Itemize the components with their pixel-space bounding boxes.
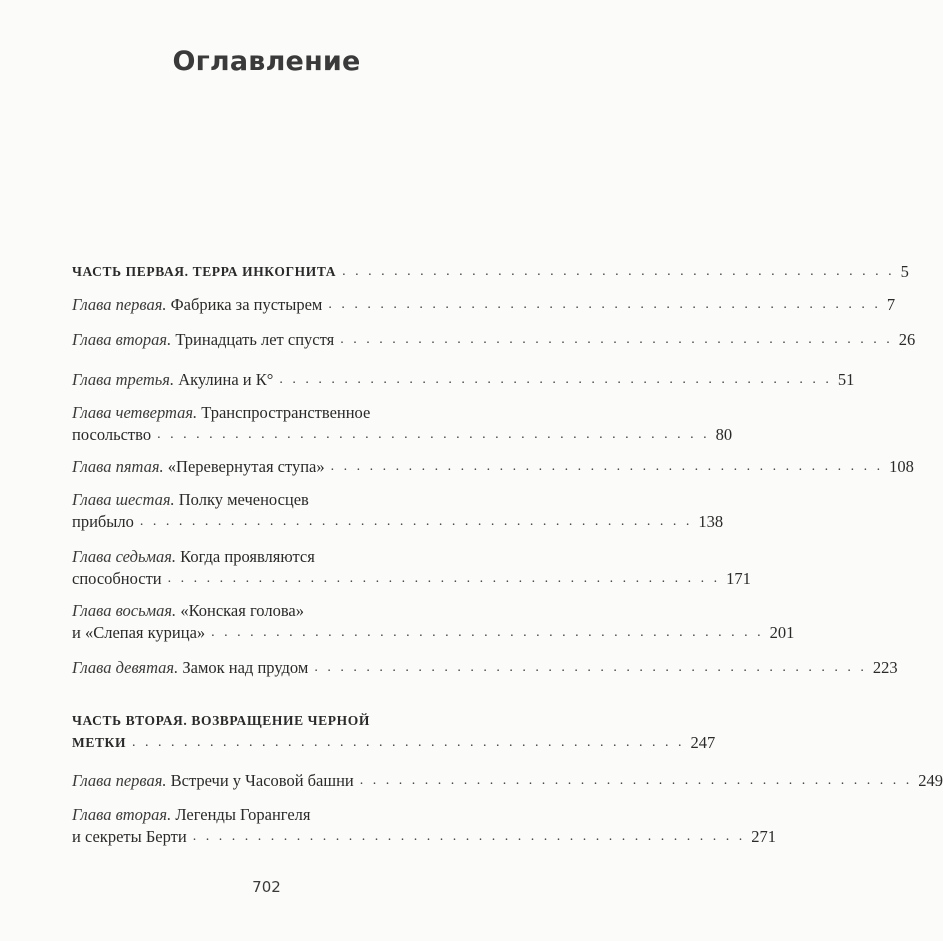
chapter-title: «Конская голова» (180, 601, 304, 620)
chapter-label: Глава четвертая. (72, 403, 198, 422)
chapter-label: Глава седьмая. (72, 547, 177, 566)
page-title: Оглавление (172, 46, 361, 77)
toc-part-1 (72, 261, 909, 283)
chapter-title-continued: и секреты Берти (72, 827, 187, 846)
toc-chapter (72, 456, 914, 478)
page-number: 26 (898, 330, 916, 349)
chapter-title: Замок над прудом (182, 658, 309, 677)
toc-chapter (72, 369, 855, 391)
footer-page-number: 702 (252, 878, 281, 896)
toc-chapter (72, 546, 751, 590)
chapter-title-continued: и «Слепая курица» (72, 623, 206, 642)
dot-leader: . . . . . . . . . . . . . . . . . . . . . . . . . . . . . . . . . . . . . . . . . . . (330, 459, 884, 474)
chapter-title: Акулина и К° (178, 370, 274, 389)
toc-chapter (72, 804, 776, 848)
toc-chapter (72, 402, 733, 446)
chapter-label: Глава вторая. (72, 330, 172, 349)
chapter-title-continued: прибыло (72, 512, 134, 531)
dot-leader: . . . . . . . . . . . . . . . . . . . . . . . . . . . . . . . . . . . . . . . . . . . (279, 372, 832, 387)
dot-leader: . . . . . . . . . . . . . . . . . . . . . . . . . . . . . . . . . . . . . . . . . . . (328, 297, 881, 312)
page-number: 7 (886, 295, 896, 314)
page-number: 138 (698, 512, 724, 531)
chapter-label: Глава третья. (72, 370, 175, 389)
chapter-label: Глава восьмая. (72, 601, 177, 620)
page-number: 108 (889, 457, 914, 476)
chapter-title: Тринадцать лет спустя (175, 330, 335, 349)
chapter-label: Глава пятая. (72, 457, 164, 476)
chapter-title-continued: посольство (72, 425, 152, 444)
page-number: 247 (690, 733, 716, 752)
chapter-label: Глава вторая. (72, 805, 172, 824)
chapter-title: Встречи у Часовой башни (170, 771, 354, 790)
page-number: 5 (900, 262, 909, 281)
chapter-title: Легенды Горангеля (175, 805, 311, 824)
part-title: ЧАСТЬ ВТОРАЯ. ВОЗВРАЩЕНИЕ ЧЕРНОЙ (72, 713, 370, 728)
toc-chapter (72, 657, 898, 679)
page-number: 271 (751, 827, 776, 846)
page-number: 51 (837, 370, 855, 389)
chapter-title-continued: способности (72, 569, 162, 588)
page-number: 249 (918, 771, 943, 790)
toc-part-2 (72, 710, 716, 754)
chapter-title: Фабрика за пустырем (170, 295, 323, 314)
toc-chapter (72, 600, 795, 644)
dot-leader: . . . . . . . . . . . . . . . . . . . . . . . . . . . . . . . . . . . . . . . . . . . (157, 427, 710, 442)
dot-leader: . . . . . . . . . . . . . . . . . . . . . . . . . . . . . . . . . . . . . . . . . . . (359, 773, 913, 788)
toc-chapter (72, 329, 916, 351)
dot-leader: . . . . . . . . . . . . . . . . . . . . . . . . . . . . . . . . . . . . . . . . . . . (211, 625, 764, 640)
dot-leader: . . . . . . . . . . . . . . . . . . . . . . . . . . . . . . . . . . . . . . . . . . . (192, 829, 746, 844)
dot-leader: . . . . . . . . . . . . . . . . . . . . . . . . . . . . . . . . . . . . . . . . . . . (314, 660, 867, 675)
chapter-title: Транспространственное (201, 403, 371, 422)
chapter-label: Глава первая. (72, 771, 167, 790)
page-number: 223 (872, 658, 898, 677)
dot-leader: . . . . . . . . . . . . . . . . . . . . . . . . . . . . . . . . . . . . . . . . . . . (167, 571, 721, 586)
page-number: 171 (726, 569, 751, 588)
toc-chapter (72, 294, 896, 316)
chapter-title: Полку меченосцев (178, 490, 309, 509)
page-number: 201 (769, 623, 795, 642)
part-title-continued: МЕТКИ (72, 735, 127, 750)
dot-leader: . . . . . . . . . . . . . . . . . . . . . . . . . . . . . . . . . . . . . . . . . . . (139, 514, 693, 529)
chapter-label: Глава девятая. (72, 658, 179, 677)
chapter-title: Когда проявляются (180, 547, 315, 566)
part-title: ЧАСТЬ ПЕРВАЯ. ТЕРРА ИНКОГНИТА (72, 264, 337, 279)
page-number: 80 (715, 425, 733, 444)
dot-leader: . . . . . . . . . . . . . . . . . . . . . . . . . . . . . . . . . . . . . . . . . . . (342, 264, 895, 279)
chapter-label: Глава шестая. (72, 490, 175, 509)
dot-leader: . . . . . . . . . . . . . . . . . . . . . . . . . . . . . . . . . . . . . . . . . . . (340, 332, 893, 347)
toc-chapter (72, 770, 943, 792)
toc-chapter (72, 489, 724, 533)
chapter-label: Глава первая. (72, 295, 167, 314)
dot-leader: . . . . . . . . . . . . . . . . . . . . . . . . . . . . . . . . . . . . . . . . . . . (132, 735, 685, 750)
chapter-title: «Перевернутая ступа» (167, 457, 325, 476)
